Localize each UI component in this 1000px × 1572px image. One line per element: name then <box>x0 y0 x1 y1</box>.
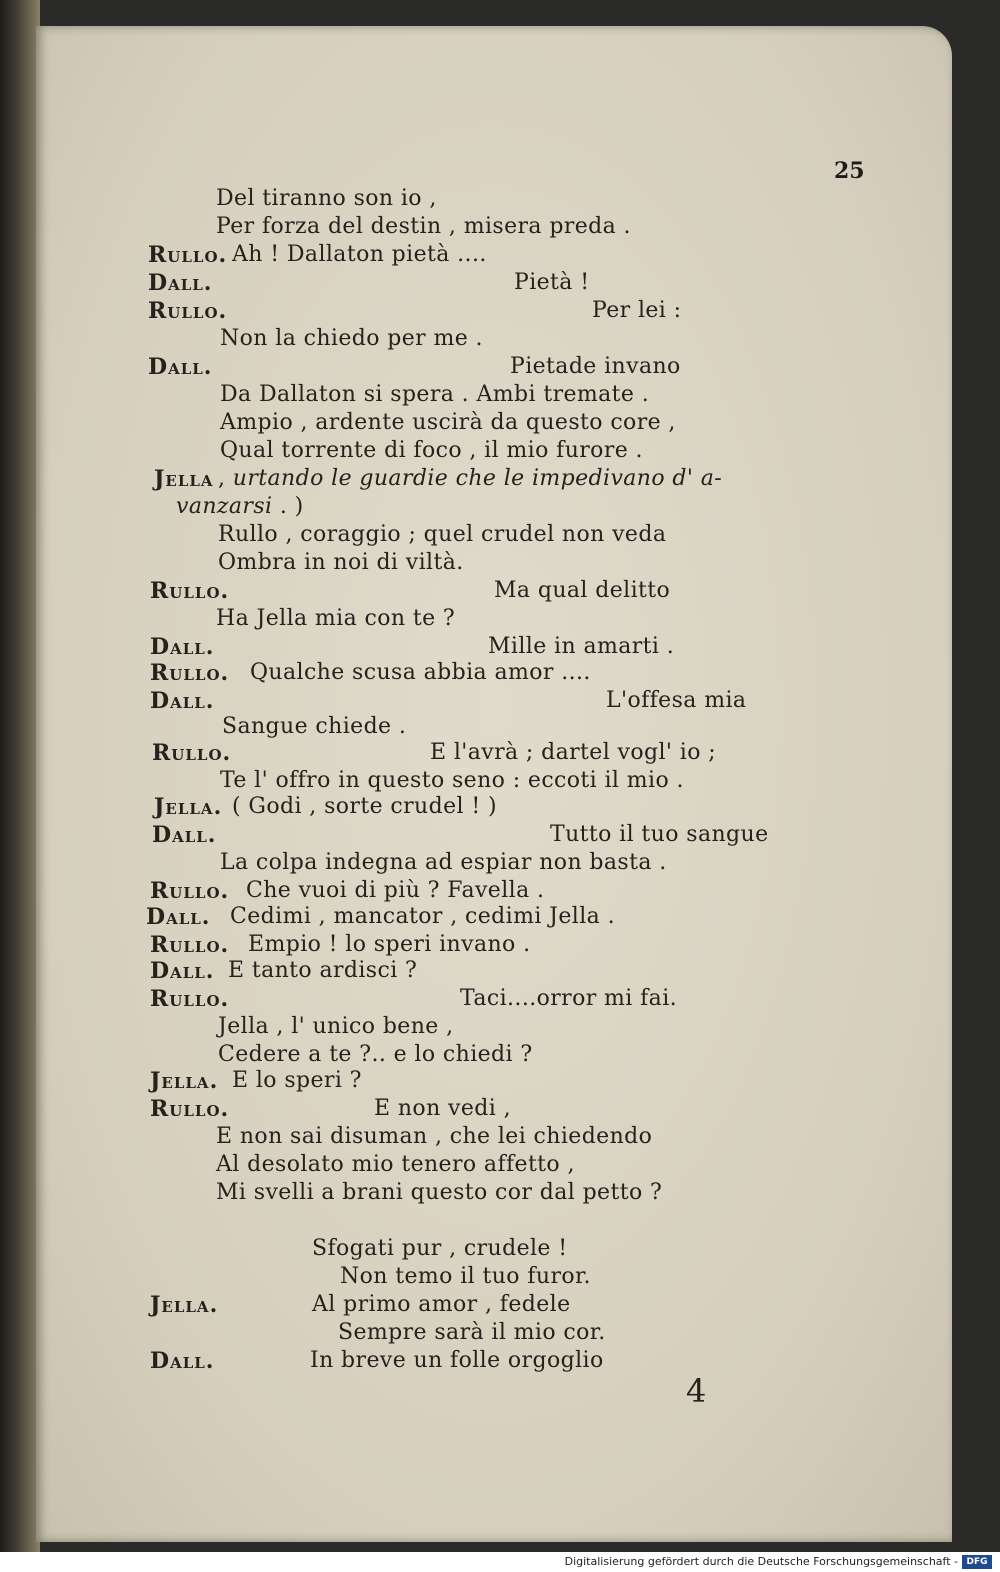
line-text <box>218 1042 533 1067</box>
line-text <box>494 578 670 603</box>
line-text-plain: Ampio , ardente uscirà da questo core , <box>220 410 676 435</box>
speaker-name: Rullo. <box>150 1096 230 1122</box>
line-text-plain: E lo speri ? <box>232 1068 362 1093</box>
line-text-plain: Rullo , coraggio ; quel crudel non veda <box>218 522 667 547</box>
speaker-name: Jella. <box>150 1068 219 1094</box>
speaker-name: Jella. <box>150 1292 219 1318</box>
line-text-plain: Cedere a te ?.. e lo chiedi ? <box>218 1042 533 1067</box>
line-text-plain: E non vedi , <box>374 1096 511 1121</box>
line-text <box>374 1096 511 1121</box>
line-text-plain: Ombra in noi di viltà. <box>218 550 464 575</box>
speaker-name: Rullo. <box>150 986 230 1012</box>
line-text <box>216 1180 662 1205</box>
line-text <box>514 270 589 295</box>
line-text-plain: Del tiranno son io , <box>216 186 437 211</box>
speaker-name: Dall. <box>152 822 217 848</box>
line-text <box>340 1264 591 1289</box>
line-text-plain: Qualche scusa abbia amor .... <box>250 660 591 685</box>
line-text-plain: ( Godi , sorte crudel ! ) <box>232 794 497 819</box>
line-text-plain: Pietà ! <box>514 270 590 295</box>
line-text <box>232 242 487 267</box>
line-text <box>310 1348 604 1373</box>
line-text <box>606 688 746 713</box>
line-text <box>216 214 631 239</box>
line-text <box>216 1152 575 1177</box>
line-text <box>460 986 677 1011</box>
line-text <box>220 410 676 435</box>
line-text <box>220 326 483 351</box>
speaker-name: Dall. <box>148 270 213 296</box>
line-text <box>218 466 722 491</box>
line-text-plain: La colpa indegna ad espiar non basta . <box>220 850 667 875</box>
line-text-plain: In breve un folle orgoglio <box>310 1348 604 1373</box>
footer-bar <box>0 1552 1000 1572</box>
line-text-after: . ) <box>272 494 304 519</box>
line-text <box>220 768 684 793</box>
line-text <box>510 354 681 379</box>
speaker-name: Dall. <box>146 904 211 930</box>
line-text <box>338 1320 606 1345</box>
line-text-plain: E tanto ardisci ? <box>228 958 418 983</box>
line-text <box>228 958 417 983</box>
line-text <box>232 1068 362 1093</box>
line-text <box>220 438 643 463</box>
line-text-plain: Che vuoi di più ? Favella . <box>246 878 545 903</box>
speaker-name: Rullo. <box>152 740 232 766</box>
line-text-plain: E l'avrà ; dartel vogl' io ; <box>430 740 717 765</box>
speaker-name: Rullo. <box>150 578 230 604</box>
line-text-plain: Sfogati pur , crudele ! <box>312 1236 568 1261</box>
speaker-name: Dall. <box>148 354 213 380</box>
line-text <box>592 298 681 323</box>
speaker-name: Rullo. <box>150 660 230 686</box>
dfg-logo-icon: DFG <box>962 1555 992 1569</box>
line-text-plain: L'offesa mia <box>606 688 747 713</box>
speaker-name: Rullo. <box>150 878 230 904</box>
line-text <box>218 1014 454 1039</box>
line-text <box>248 932 530 957</box>
line-text <box>250 660 591 685</box>
line-text <box>218 522 666 547</box>
signature-mark: 4 <box>686 1372 707 1410</box>
line-text <box>550 822 769 847</box>
speaker-name: Rullo. <box>148 242 228 268</box>
line-text-plain: Te l' offro in questo seno : eccoti il mio . <box>220 768 684 793</box>
line-text <box>218 550 464 575</box>
line-text-plain: Cedimi , mancator , cedimi Jella . <box>230 904 615 929</box>
speaker-name: Dall. <box>150 958 215 984</box>
line-text <box>216 606 455 631</box>
line-text-plain: Per lei : <box>592 298 682 323</box>
line-text-plain: Mi svelli a brani questo cor dal petto ? <box>216 1180 663 1205</box>
line-text-plain: Jella , l' unico bene , <box>218 1014 454 1039</box>
line-text <box>488 634 674 659</box>
line-text-plain: Al primo amor , fedele <box>312 1292 571 1317</box>
line-text-plain: Sangue chiede . <box>222 714 407 739</box>
line-text-plain: Ah ! Dallaton pietà .... <box>232 242 487 267</box>
line-text <box>230 904 615 929</box>
book-binding <box>0 0 40 1552</box>
line-text-plain: E non sai disuman , che lei chiedendo <box>216 1124 653 1149</box>
speaker-name: Dall. <box>150 1348 215 1374</box>
line-text-plain: Taci....orror mi fai. <box>460 986 678 1011</box>
speaker-name: Rullo. <box>150 932 230 958</box>
line-text-plain: Non temo il tuo furor. <box>340 1264 591 1289</box>
line-text-plain: Sempre sarà il mio cor. <box>338 1320 606 1345</box>
line-text <box>216 1124 652 1149</box>
line-text-plain: Da Dallaton si spera . Ambi tremate . <box>220 382 650 407</box>
line-text-plain: , <box>218 466 233 491</box>
footer-credit: Digitalisierung gefördert durch die Deutsche Forschungsgemeinschaft - <box>564 1555 958 1568</box>
line-text <box>232 794 497 819</box>
page-number: 25 <box>834 158 865 184</box>
line-text-plain: Tutto il tuo sangue <box>550 822 769 847</box>
line-text <box>220 382 649 407</box>
speaker-name: Rullo. <box>148 298 228 324</box>
line-text-plain: Ma qual delitto <box>494 578 671 603</box>
stage-direction: vanzarsi <box>176 494 273 519</box>
speaker-name: Dall. <box>150 634 215 660</box>
line-text <box>312 1236 567 1261</box>
speaker-name: Dall. <box>150 688 215 714</box>
line-text <box>216 186 437 211</box>
line-text-plain: Al desolato mio tenero affetto , <box>216 1152 575 1177</box>
stage-direction: urtando le guardie che le impedivano d' a- <box>232 466 723 491</box>
line-text-plain: Non la chiedo per me . <box>220 326 483 351</box>
speaker-name: Jella <box>154 466 214 492</box>
line-text-plain: Pietade invano <box>510 354 681 379</box>
line-text <box>430 740 716 765</box>
line-text-plain: Qual torrente di foco , il mio furore . <box>220 438 643 463</box>
line-text <box>312 1292 571 1317</box>
line-text <box>176 494 304 519</box>
line-text-plain: Per forza del destin , misera preda . <box>216 214 631 239</box>
line-text-plain: Ha Jella mia con te ? <box>216 606 456 631</box>
line-text <box>246 878 544 903</box>
line-text-plain: Mille in amarti . <box>488 634 675 659</box>
line-text-plain: Empio ! lo speri invano . <box>248 932 531 957</box>
line-text <box>220 850 667 875</box>
line-text <box>222 714 406 739</box>
speaker-name: Jella. <box>154 794 223 820</box>
